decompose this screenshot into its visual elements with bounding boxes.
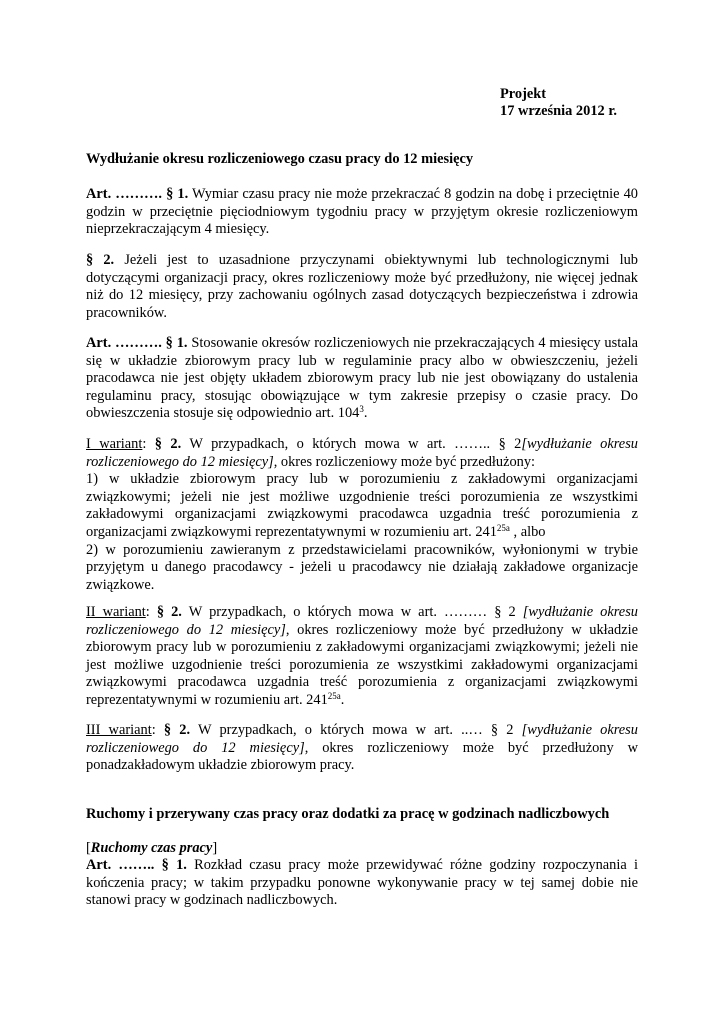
variant-2-colon: : <box>145 604 157 620</box>
section-title-2: Ruchomy i przerywany czas pracy oraz dodatki za pracę w godzinach nadliczbowych <box>86 806 610 822</box>
article-2-end: . <box>363 405 368 422</box>
project-date: 17 września 2012 r. <box>500 103 617 119</box>
variant-1-italic: [wydłużanie okresu rozliczeniowego do 12 miesięcy] <box>86 436 638 470</box>
variant-2-text-b: , okres rozliczeniowy może być przedłużony w układzie zbiorowym pracy lub w porozumieniu z zakładowymi organizacjami związkowymi; jeżeli nie jest możliwe uzgodnienie treści porozumienia ze wszystkimi zakładowymi organizacjami związkowymi pracodawca uzgadnia treść porozumienia z organizacjami związkowymi reprezentatywnymi w rozumieniu art. 241 <box>86 621 638 708</box>
variant-3-colon: : <box>151 722 164 738</box>
article-2-text: Stosowanie okresów rozliczeniowych nie przekraczających 4 miesięcy ustala się w układzie zbiorowym pracy lub w regulaminie pracy albo w obwieszczeniu, jeżeli pracodawca nie jest objęty układem zbiorowym pracy lub nie jest obowiązany do ustalenia regulaminu pracy, stosując obowiązujące w tym zakresie przepisy o czasie pracy. Do obwieszczenia stosuje się odpowiednio art. 104 <box>86 335 638 422</box>
bracket-open: [ <box>86 840 91 856</box>
variant-2-end: . <box>340 691 345 708</box>
paragraph-2-text: Jeżeli jest to uzasadnione przyczynami obiektywnymi lub technologicznymi lub dotyczącymi organizacji pracy, okres rozliczeniowy może być przedłużony, nie więcej jednak niż do 12 miesięcy, przy zachowaniu ogólnych zasad dotyczących bezpieczeństwa i zdrowia pracowników. <box>86 252 638 321</box>
variant-1-colon: : <box>142 436 155 452</box>
section-2-subheading <box>86 840 638 858</box>
variant-3-italic: [wydłużanie okresu rozliczeniowego do 12 miesięcy] <box>86 722 638 756</box>
section-2-article-lead: Art. …….. § 1. <box>86 857 187 873</box>
variant-2-label: II wariant <box>86 604 146 620</box>
document-header <box>500 86 617 120</box>
variant-1-item-1-text: 1) w układzie zbiorowym pracy lub w porozumieniu z zakładowymi organizacjami związkowymi; jeżeli nie jest możliwe uzgodnienie treści porozumienia ze wszystkimi zakładowymi organizacjami związkowymi pracodawca uzgadnia treść porozumienia z organizacjami związkowymi reprezentatywnymi w rozumieniu art. 241 <box>86 471 638 540</box>
variant-1-text-b: , okres rozliczeniowy może być przedłużony: <box>273 453 536 470</box>
variant-1-par: § 2. <box>154 436 182 452</box>
variant-1-item-1 <box>86 471 638 541</box>
section-title-1: Wydłużanie okresu rozliczeniowego czasu pracy do 12 miesięcy <box>86 151 474 167</box>
variant-2-par: § 2. <box>156 604 182 620</box>
variant-1-item-2: 2) w porozumieniu zawieranym z przedstawicielami pracowników, wyłonionymi w trybie przyjętym u danego pracodawcy - jeżeli u pracodawcy nie działają zakładowe organizacje związkowe. <box>86 541 638 593</box>
article-1-lead: Art. ………. § 1. <box>86 186 189 202</box>
variant-3-text-a: W przypadkach, o których mowa w art. ..… § 2 <box>190 722 522 738</box>
variant-3-label: III wariant <box>86 722 152 738</box>
paragraph-2-lead: § 2. <box>86 252 115 268</box>
variant-1-text-a: W przypadkach, o których mowa w art. …….. § 2 <box>181 436 522 452</box>
article-2-paragraph-1 <box>86 335 638 423</box>
article-1-paragraph-1 <box>86 186 638 239</box>
project-label: Projekt <box>500 86 547 102</box>
variant-1-label: I wariant <box>86 436 143 452</box>
subheading-italic: Ruchomy czas pracy <box>90 840 213 856</box>
variant-3-par: § 2. <box>163 722 191 738</box>
variant-1-block <box>86 436 638 594</box>
article-2-lead: Art. ………. § 1. <box>86 335 188 351</box>
article-1-paragraph-2 <box>86 252 638 322</box>
variant-1-item-1-end: , albo <box>509 523 546 540</box>
variant-2-block <box>86 604 638 710</box>
section-2-article-text: Rozkład czasu pracy może przewidywać różne godziny rozpoczynania i kończenia pracy; w takim przypadku ponowne wykonywanie pracy w tej samej dobie nie stanowi pracy w godzinach nadliczbowych. <box>86 857 638 909</box>
variant-2-sup: 25a <box>327 690 341 701</box>
variant-2-italic: [wydłużanie okresu rozliczeniowego do 12 miesięcy] <box>86 604 638 638</box>
variant-2-text-a: W przypadkach, o których mowa w art. ……… § 2 <box>181 604 523 620</box>
article-1-text: Wymiar czasu pracy nie może przekraczać 8 godzin na dobę i przeciętnie 40 godzin w przeciętnie pięciodniowym tygodniu pracy w przyjętym okresie rozliczeniowym nieprzekraczającym 4 miesięcy. <box>86 186 638 238</box>
variant-1-intro <box>86 436 638 471</box>
article-2-superscript: 3 <box>359 404 364 415</box>
variant-3-block <box>86 722 638 775</box>
variant-3-text-b: , okres rozliczeniowy może być przedłużony w ponadzakładowym układzie zbiorowym pracy. <box>86 739 638 774</box>
bracket-close: ] <box>212 840 218 856</box>
variant-1-item-1-sup: 25a <box>496 522 510 533</box>
section-2-article <box>86 857 638 910</box>
